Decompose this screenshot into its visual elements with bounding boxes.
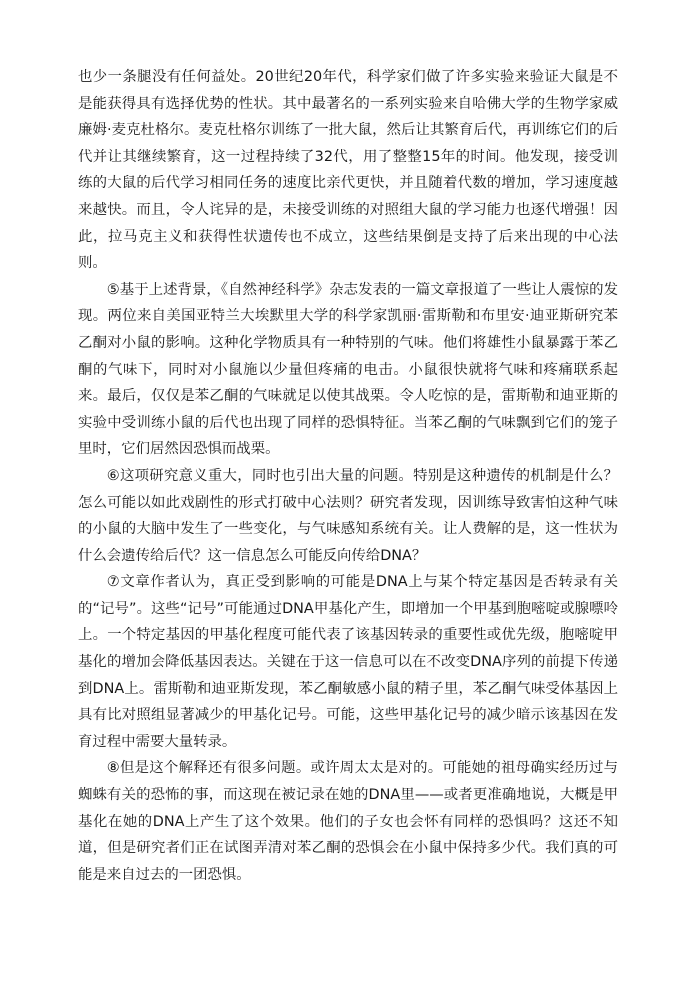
paragraph-8: ⑧但是这个解释还有很多问题。或许周太太是对的。可能她的祖母确实经历过与蜘蛛有关的恐怖的事，而这现在被记录在她的DNA里——或者更准确地说，大概是甲基化在她的DNA上产生了这个效果。他们的子女也会怀有同样的恐惧吗？这还不知道，但是研究者们正在试图弄清对苯乙酮的恐惧会在小鼠中保持多少代。我们真的可能是来自过去的一团恐惧。 bbox=[78, 760, 618, 883]
paragraph-continuation: 也少一条腿没有任何益处。20世纪20年代，科学家们做了许多实验来验证大鼠是不是能获得具有选择优势的性状。其中最著名的一系列实验来自哈佛大学的生物学家威廉姆·麦克杜格尔。麦克杜格尔训练了一批大鼠，然后让其繁育后代，再训练它们的后代并让其继续繁育，这一过程持续了32代，用了整整15年的时间。他发现，接受训练的大鼠的后代学习相同任务的速度比亲代更快，并且随着代数的增加，学习速度越来越快。而且，令人诧异的是，未接受训练的对照组大鼠的学习能力也逐代增强！因此，拉马克主义和获得性状遗传也不成立，这些结果倒是支持了后来出现的中心法则。 bbox=[78, 69, 618, 272]
paragraph-5: ⑤基于上述背景，《自然神经科学》杂志发表的一篇文章报道了一些让人震惊的发现。两位来自美国亚特兰大埃默里大学的科学家凯丽·雷斯勒和布里安·迪亚斯研究苯乙酮对小鼠的影响。这种化学物质具有一种特别的气味。他们将雄性小鼠暴露于苯乙酮的气味下，同时对小鼠施以少量但疼痛的电击。小鼠很快就将气味和疼痛联系起来。最后，仅仅是苯乙酮的气味就足以使其战栗。令人吃惊的是，雷斯勒和迪亚斯的实验中受训练小鼠的后代也出现了同样的恐惧特征。当苯乙酮的气味飘到它们的笼子里时，它们居然因恐惧而战栗。 bbox=[78, 281, 618, 458]
document-page bbox=[78, 64, 618, 888]
paragraph-6: ⑥这项研究意义重大，同时也引出大量的问题。特别是这种遗传的机制是什么？怎么可能以如此戏剧性的形式打破中心法则？研究者发现，因训练导致害怕这种气味的小鼠的大脑中发生了一些变化，与气味感知系统有关。让人费解的是，这一性状为什么会遗传给后代？这一信息怎么可能反向传给DNA？ bbox=[78, 467, 618, 564]
paragraph-7: ⑦文章作者认为，真正受到影响的可能是DNA上与某个特定基因是否转录有关的“记号”。这些“记号”可能通过DNA甲基化产生，即增加一个甲基到胞嘧啶或腺嘌呤上。一个特定基因的甲基化程度可能代表了该基因转录的重要性或优先级，胞嘧啶甲基化的增加会降低基因表达。关键在于这一信息可以在不改变DNA序列的前提下传递到DNA上。雷斯勒和迪亚斯发现，苯乙酮敏感小鼠的精子里，苯乙酮气味受体基因上具有比对照组显著减少的甲基化记号。可能，这些甲基化记号的减少暗示该基因在发育过程中需要大量转录。 bbox=[78, 574, 618, 750]
